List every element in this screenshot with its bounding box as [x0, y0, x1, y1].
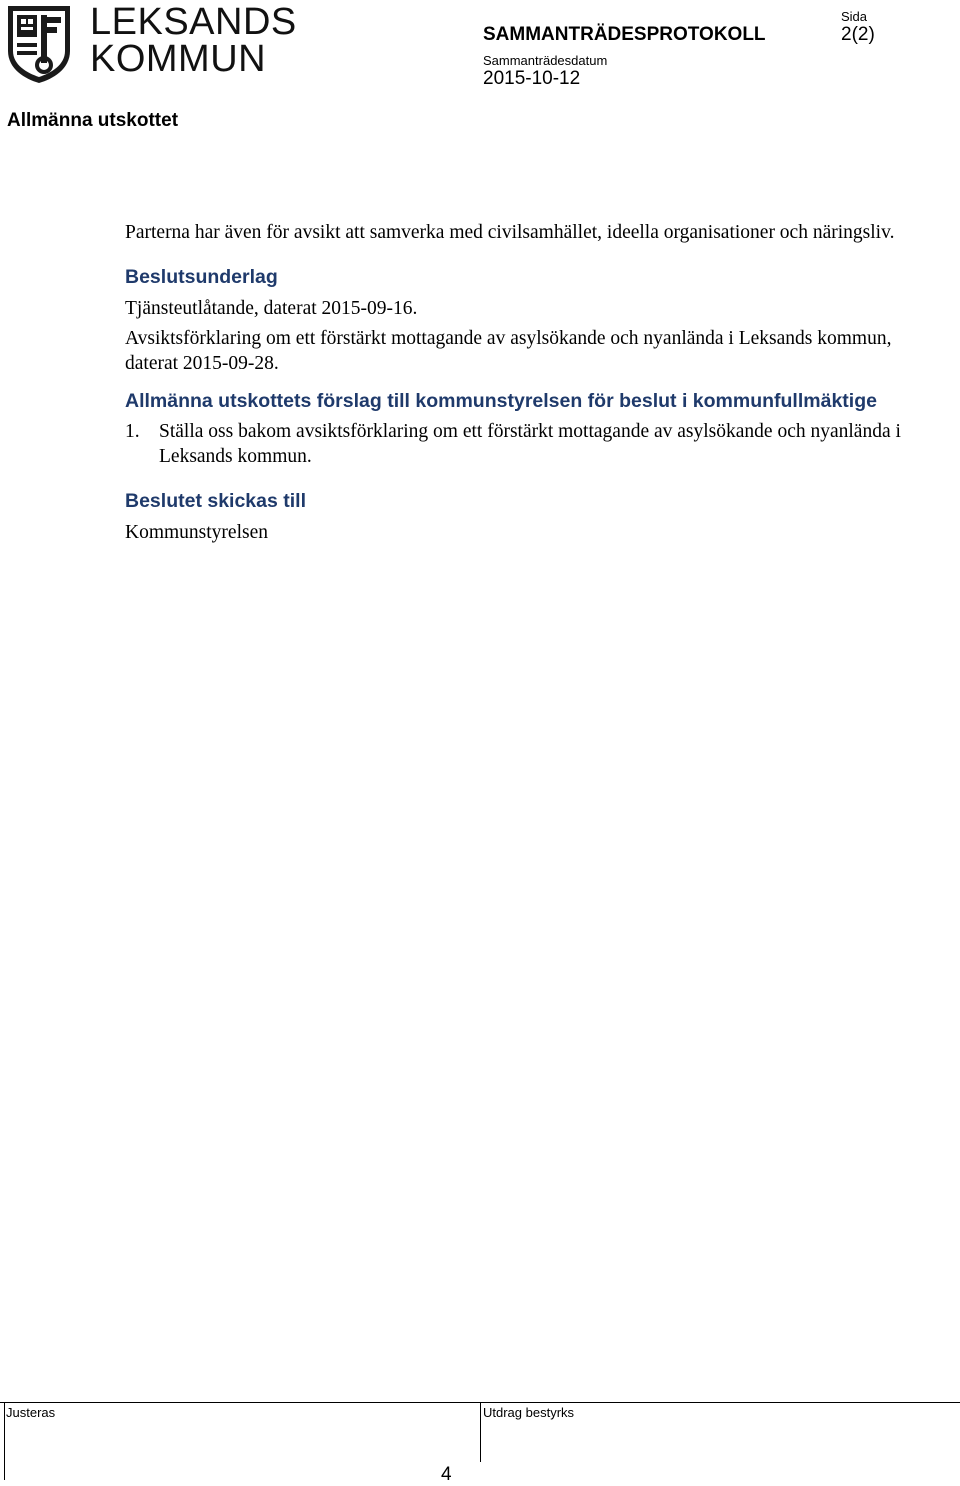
recipient: Kommunstyrelsen — [125, 522, 268, 543]
page-label: Sida — [841, 9, 868, 24]
justeras-label: Justeras — [6, 1405, 56, 1420]
footer-left-border — [4, 1402, 5, 1480]
decision-number: 1. — [125, 421, 140, 442]
beslutsunderlag-item: Avsiktsförklaring om ett förstärkt mottagande av asylsökande och nyanlända i Leksands kommun, daterat 2015-09-28. — [125, 328, 892, 374]
skickas-till-heading: Beslutet skickas till — [125, 490, 307, 512]
committee-name: Allmänna utskottet — [7, 110, 179, 131]
footer-page-number: 4 — [441, 1464, 452, 1485]
intro-paragraph: Parterna har även för avsikt att samverka med civilsamhället, ideella organisationer och näringsliv. — [125, 222, 895, 243]
forslag-heading: Allmänna utskottets förslag till kommunstyrelsen för beslut i kommunfullmäktige — [125, 390, 877, 412]
beslutsunderlag-heading: Beslutsunderlag — [125, 266, 278, 288]
page-value: 2(2) — [841, 24, 875, 45]
logo-wordmark-line1: LEKSANDS — [90, 1, 297, 43]
logo-wordmark-line2: KOMMUN — [90, 38, 267, 81]
footer-middle-divider — [480, 1402, 481, 1462]
decision-list-item — [125, 419, 925, 469]
beslutsunderlag-item: Tjänsteutlåtande, daterat 2015-09-16. — [125, 298, 418, 319]
meeting-date-label: Sammanträdesdatum — [483, 53, 608, 68]
utdrag-bestyrks-label: Utdrag bestyrks — [483, 1405, 575, 1420]
meeting-date-value: 2015-10-12 — [483, 68, 581, 89]
leksands-coat-of-arms-logo — [5, 3, 73, 85]
logo-wordmark — [90, 1, 297, 81]
document-title: SAMMANTRÄDESPROTOKOLL — [483, 24, 766, 45]
decision-text: Ställa oss bakom avsiktsförklaring om ett förstärkt mottagande av asylsökande och nyanlända i Leksands kommun. — [159, 421, 901, 467]
signature-footer — [0, 1402, 960, 1484]
protocol-body — [125, 220, 925, 545]
